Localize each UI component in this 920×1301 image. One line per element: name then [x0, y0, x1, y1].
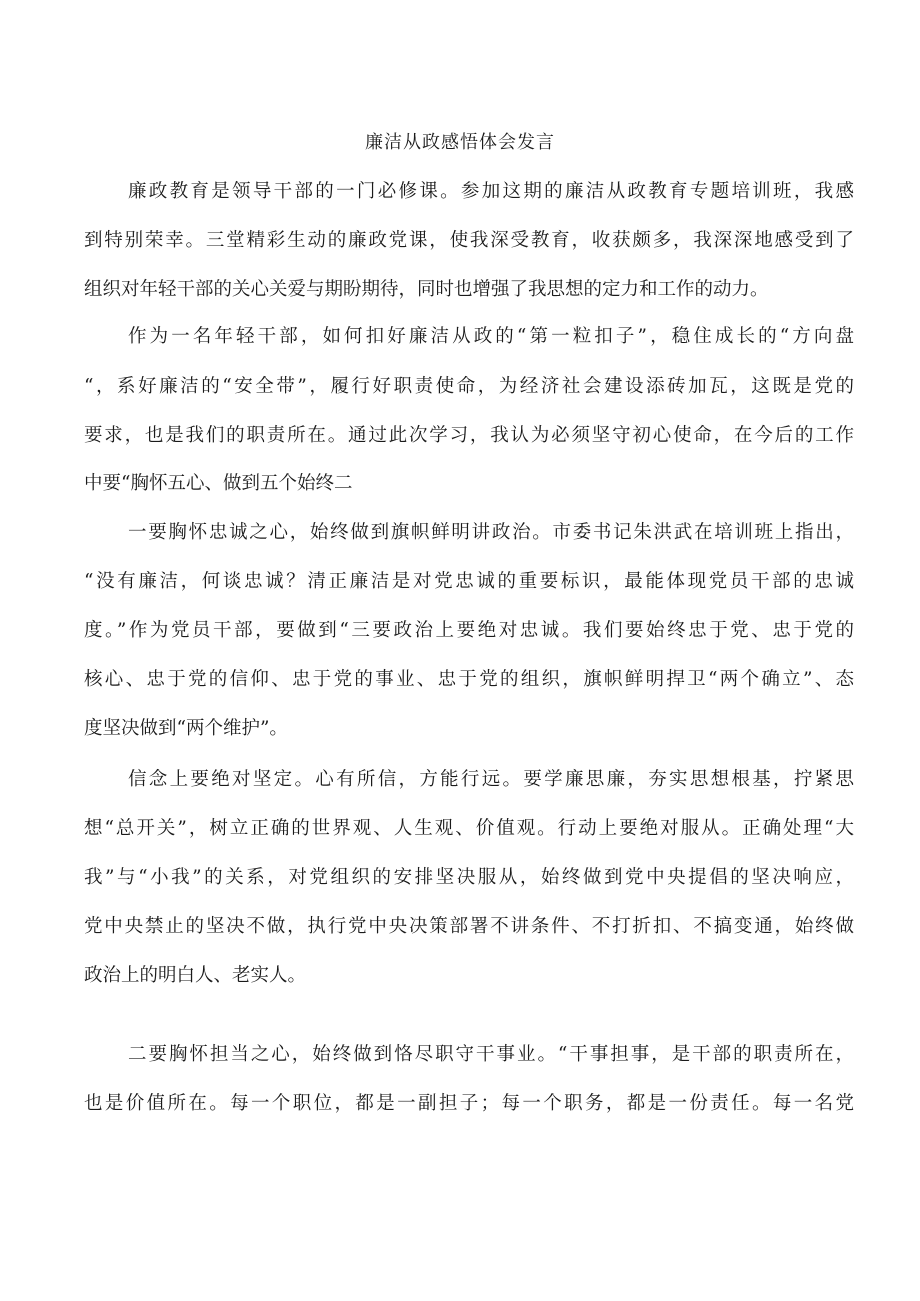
text-line: 党中央禁止的坚决不做，执行党中央决策部署不讲条件、不打折扣、不搞变通，始终做 — [84, 916, 854, 937]
document-title: 廉洁从政感悟体会发言 — [365, 132, 555, 153]
text-line: 廉政教育是领导干部的一门必修课。参加这期的廉洁从政教育专题培训班，我感 — [128, 181, 854, 202]
text-line: 组织对年轻干部的关心关爱与期盼期待，同时也增强了我思想的定力和工作的动力。 — [84, 279, 769, 300]
text-line: 一要胸怀忠诚之心，始终做到旗帜鲜明讲政治。市委书记朱洪武在培训班上指出， — [128, 522, 854, 543]
text-line: 作为一名年轻干部，如何扣好廉洁从政的“第一粒扣子”，稳住成长的“方向盘 — [128, 326, 854, 347]
text-line: 也是价值所在。每一个职位，都是一副担子；每一个职务，都是一份责任。每一名党 — [84, 1093, 854, 1114]
text-line: “没有廉洁，何谈忠诚？清正廉洁是对党忠诚的重要标识，最能体现党员干部的忠诚 — [84, 571, 854, 592]
text-line: 想“总开关”，树立正确的世界观、人生观、价值观。行动上要绝对服从。正确处理“大 — [84, 818, 854, 839]
text-line: 度坚决做到“两个维护”。 — [84, 718, 288, 739]
text-line: 要求，也是我们的职责所在。通过此次学习，我认为必须坚守初心使命，在今后的工作 — [84, 425, 854, 446]
text-line: 政治上的明白人、老实人。 — [84, 965, 307, 986]
text-line: “，系好廉洁的“安全带”，履行好职责使命，为经济社会建设添砖加瓦，这既是党的 — [84, 376, 854, 397]
text-line: 中要“胸怀五心、做到五个始终二 — [84, 473, 353, 494]
text-line: 核心、忠于党的信仰、忠于党的事业、忠于党的组织，旗帜鲜明捍卫“两个确立”、态 — [84, 669, 854, 690]
text-line: 二要胸怀担当之心，始终做到恪尽职守干事业。“干事担事，是干部的职责所在， — [128, 1044, 854, 1065]
text-line: 到特别荣幸。三堂精彩生动的廉政党课，使我深受教育，收获颇多，我深深地感受到了 — [84, 230, 854, 251]
text-line: 我”与“小我”的关系，对党组织的安排坚决服从，始终做到党中央提倡的坚决响应， — [84, 867, 854, 888]
text-line: 信念上要绝对坚定。心有所信，方能行远。要学廉思廉，夯实思想根基，拧紧思 — [128, 769, 854, 790]
text-line: 度。”作为党员干部，要做到“三要政治上要绝对忠诚。我们要始终忠于党、忠于党的 — [84, 620, 854, 641]
